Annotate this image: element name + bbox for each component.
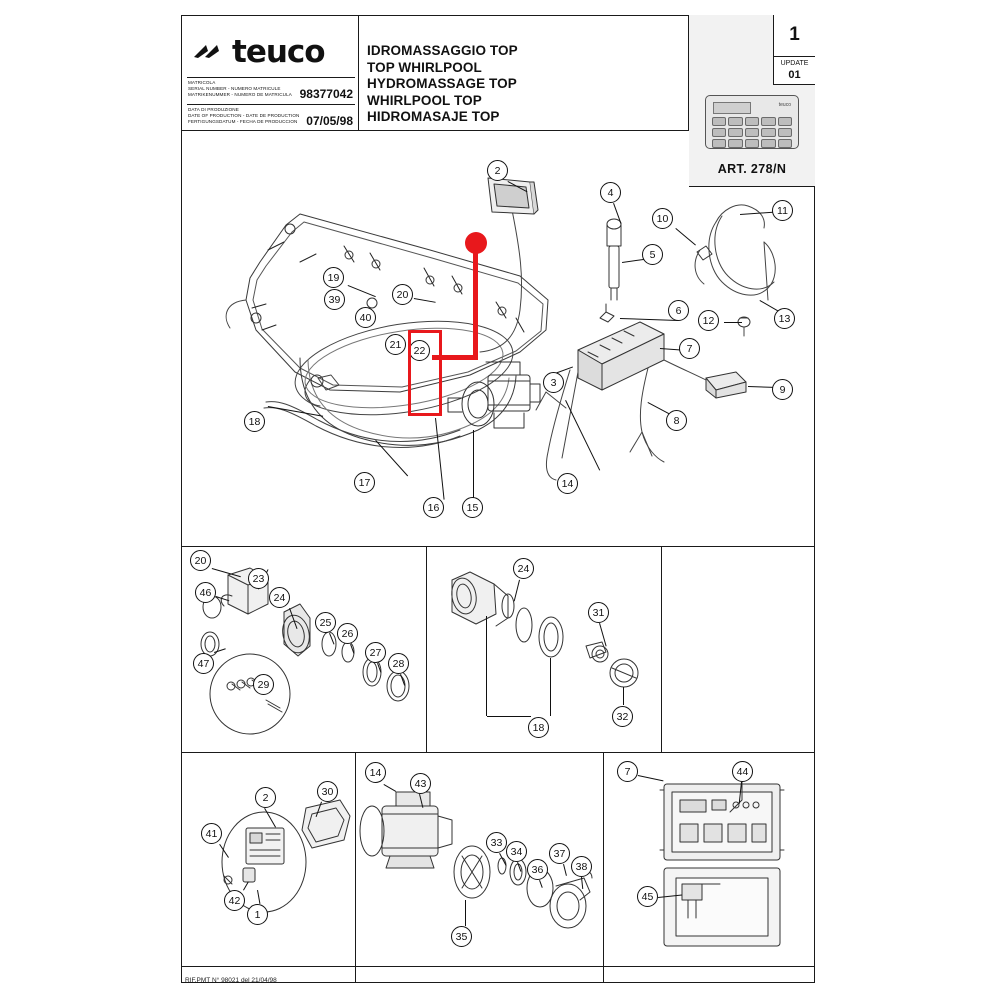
callout-22[interactable]: 22 — [409, 340, 430, 361]
production-labels: DATA DI PRODUZIONE DATE OF PRODUCTION - DATE DE PRODUCTION FERTIGUNGSDATUM - FECHA DE PRODUCCION — [188, 107, 300, 125]
serial-labels: MATRICOLA SERIAL NUMBER - NUMERO MATRICULE MATRIKENUMMER - NUMERO DE MATRICULA — [188, 80, 292, 98]
callout-13[interactable]: 13 — [774, 308, 795, 329]
brand-name: teuco — [232, 33, 325, 70]
title-de: WHIRLPOOL TOP — [367, 92, 482, 108]
callout-p4-34[interactable]: 34 — [506, 841, 527, 862]
callout-p1-23[interactable]: 23 — [248, 568, 269, 589]
callout-p1-27[interactable]: 27 — [365, 642, 386, 663]
serial-value: 98377042 — [299, 87, 353, 101]
callout-4[interactable]: 4 — [600, 182, 621, 203]
callout-p3-42[interactable]: 42 — [224, 890, 245, 911]
callout-p1-46[interactable]: 46 — [195, 582, 216, 603]
production-value: 07/05/98 — [306, 114, 353, 128]
page-number: 1 — [789, 24, 800, 45]
callout-p2-18[interactable]: 18 — [528, 717, 549, 738]
callout-p2-32[interactable]: 32 — [612, 706, 633, 727]
callout-10[interactable]: 10 — [652, 208, 673, 229]
callout-p1-25[interactable]: 25 — [315, 612, 336, 633]
callout-p2-24[interactable]: 24 — [513, 558, 534, 579]
callout-17[interactable]: 17 — [354, 472, 375, 493]
callout-p3-1[interactable]: 1 — [247, 904, 268, 925]
leader-line — [486, 616, 487, 716]
callout-p5-7[interactable]: 7 — [617, 761, 638, 782]
leader-line — [550, 658, 551, 716]
callout-p5-45[interactable]: 45 — [637, 886, 658, 907]
callout-p1-28[interactable]: 28 — [388, 653, 409, 674]
callout-p4-37[interactable]: 37 — [549, 843, 570, 864]
annotation-highlight-box — [408, 330, 442, 416]
callout-15[interactable]: 15 — [462, 497, 483, 518]
title-en: TOP WHIRLPOOL — [367, 59, 482, 75]
callout-p5-44[interactable]: 44 — [732, 761, 753, 782]
leader-line — [487, 716, 531, 717]
callout-7[interactable]: 7 — [679, 338, 700, 359]
callout-p1-20[interactable]: 20 — [190, 550, 211, 571]
callout-p1-24[interactable]: 24 — [269, 587, 290, 608]
callout-p2-31[interactable]: 31 — [588, 602, 609, 623]
callout-12[interactable]: 12 — [698, 310, 719, 331]
footer-reference: RIF.PMT N° 98021 del 21/04/98 — [185, 977, 277, 984]
callout-40[interactable]: 40 — [355, 307, 376, 328]
callout-16[interactable]: 16 — [423, 497, 444, 518]
update-value: 01 — [788, 69, 801, 81]
callout-2[interactable]: 2 — [487, 160, 508, 181]
callout-9[interactable]: 9 — [772, 379, 793, 400]
callout-p4-33[interactable]: 33 — [486, 832, 507, 853]
callout-p4-14[interactable]: 14 — [365, 762, 386, 783]
callout-39[interactable]: 39 — [324, 289, 345, 310]
callout-p3-41[interactable]: 41 — [201, 823, 222, 844]
annotation-marker-dot — [465, 232, 487, 254]
callout-p4-36[interactable]: 36 — [527, 859, 548, 880]
callout-p1-29[interactable]: 29 — [253, 674, 274, 695]
annotation-marker-stem — [473, 250, 478, 360]
keypad-brand: teuco — [778, 102, 791, 108]
callout-p4-38[interactable]: 38 — [571, 856, 592, 877]
title-it: IDROMASSAGGIO TOP — [367, 43, 518, 58]
callout-3[interactable]: 3 — [543, 372, 564, 393]
callout-19[interactable]: 19 — [323, 267, 344, 288]
callout-18[interactable]: 18 — [244, 411, 265, 432]
callout-14[interactable]: 14 — [557, 473, 578, 494]
update-label: UPDATE — [780, 60, 809, 67]
callout-p3-2[interactable]: 2 — [255, 787, 276, 808]
leader-line — [623, 687, 624, 705]
callout-p1-26[interactable]: 26 — [337, 623, 358, 644]
title-es: HIDROMASAJE TOP — [367, 109, 500, 125]
leader-line — [473, 430, 474, 500]
title-fr: HYDROMASSAGE TOP — [367, 76, 517, 92]
callout-8[interactable]: 8 — [666, 410, 687, 431]
callout-p3-30[interactable]: 30 — [317, 781, 338, 802]
callout-p4-35[interactable]: 35 — [451, 926, 472, 947]
callout-5[interactable]: 5 — [642, 244, 663, 265]
callout-6[interactable]: 6 — [668, 300, 689, 321]
leader-line — [465, 900, 466, 926]
callout-11[interactable]: 11 — [772, 200, 793, 221]
callout-20[interactable]: 20 — [392, 284, 413, 305]
callout-p1-47[interactable]: 47 — [193, 653, 214, 674]
callout-p4-43[interactable]: 43 — [410, 773, 431, 794]
callout-21[interactable]: 21 — [385, 334, 406, 355]
article-code: ART. 278/N — [717, 162, 787, 176]
leader-line — [724, 322, 742, 323]
